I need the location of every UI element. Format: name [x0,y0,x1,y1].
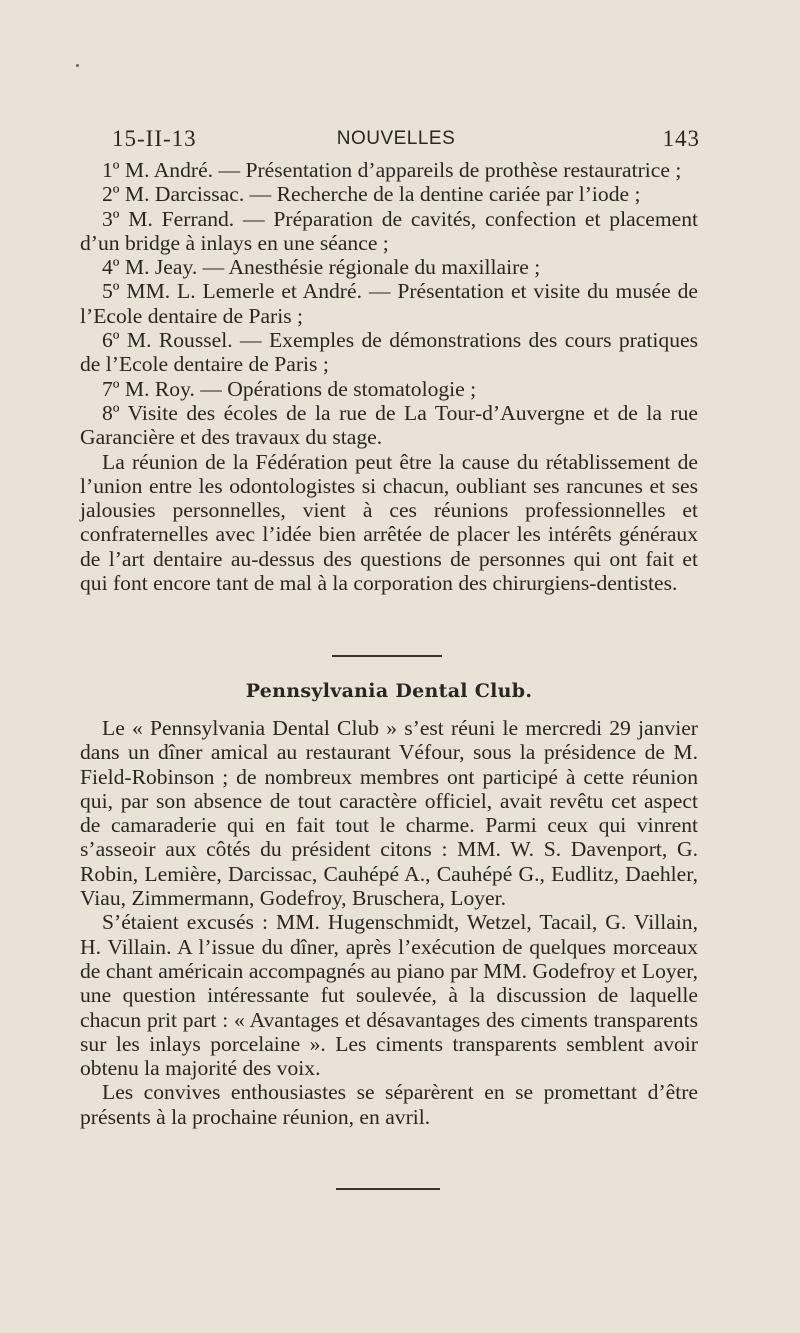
club-paragraph: S’étaient excusés : MM. Hugenschmidt, Wetzel, Tacail, G. Villain, H. Villain. A l’issue du dîner, après l’exécution de quelques morceaux de chant américain accompagnés au piano par MM. Godefroy et Loyer, une question intéressante fut soulevée, à la discussion de laquelle chacun prit part : « Avantages et désavantages des ciments transparents sur les inlays porcelaine ». Les ciments transparents semblent avoir obtenu la majorité des voix. [80,910,698,1081]
program-list [80,158,698,595]
page-number: 143 [662,126,700,151]
federation-paragraph: La réunion de la Fédération peut être la cause du rétablissement de l’union entre les odontologistes si chacun, oubliant ses rancunes et ses jalousies personnelles, vient à ces réunions professionnelles et confraternelles avec l’idée bien arrêtée de placer les intérêts généraux de l’art dentaire au-dessus des questions de personnes qui ont fait et qui font encore tant de mal à la corporation des chirurgiens-dentistes. [80,449,698,596]
section-title: Pennsylvania Dental Club. [245,680,533,702]
end-rule [336,1188,440,1190]
list-item: 4º M. Jeay. — Anesthésie régionale du maxillaire ; [102,255,541,280]
list-item: 3º M. Ferrand. — Préparation de cavités, confection et placement d’un bridge à inlays en une séance ; [80,206,698,255]
list-item: 1º M. André. — Présentation d’appareils de prothèse restauratrice ; [102,158,682,182]
speck [76,64,79,67]
divider-rule [332,655,442,657]
club-article [80,716,698,1129]
club-paragraph: Les convives enthousiastes se séparèrent en se promettant d’être présents à la prochaine réunion, en avril. [80,1080,698,1129]
list-item: 8º Visite des écoles de la rue de La Tour-d’Auvergne et de la rue Garancière et des travaux du stage. [80,400,698,450]
header-date: 15-II-13 [112,126,197,151]
list-item: 6º M. Roussel. — Exemples de démonstrations des cours pratiques de l’Ecole dentaire de Paris ; [80,328,698,377]
list-item: 7º M. Roy. — Opérations de stomatologie ; [102,376,477,401]
club-paragraph: Le « Pennsylvania Dental Club » s’est réuni le mercredi 29 janvier dans un dîner amical au restaurant Véfour, sous la présidence de M. Field-Robinson ; de nombreux membres ont participé à cette réunion qui, par son absence de tout caractère officiel, avait revêtu cet aspect de camaraderie qui en fait tout le charme. Parmi ceux qui vinrent s’asseoir aux côtés du président citons : MM. W. S. Davenport, G. Robin, Lemière, Darcissac, Cauhépé A., Cauhépé G., Eudlitz, Daehler, Viau, Zimmermann, Godefroy, Bruschera, Loyer. [80,716,698,911]
header-section: NOUVELLES [336,128,456,149]
running-header [92,124,700,156]
list-item: 2º M. Darcissac. — Recherche de la dentine cariée par l’iode ; [102,182,641,207]
list-item: 5º MM. L. Lemerle et André. — Présentation et visite du musée de l’Ecole dentaire de Paris ; [80,279,698,328]
